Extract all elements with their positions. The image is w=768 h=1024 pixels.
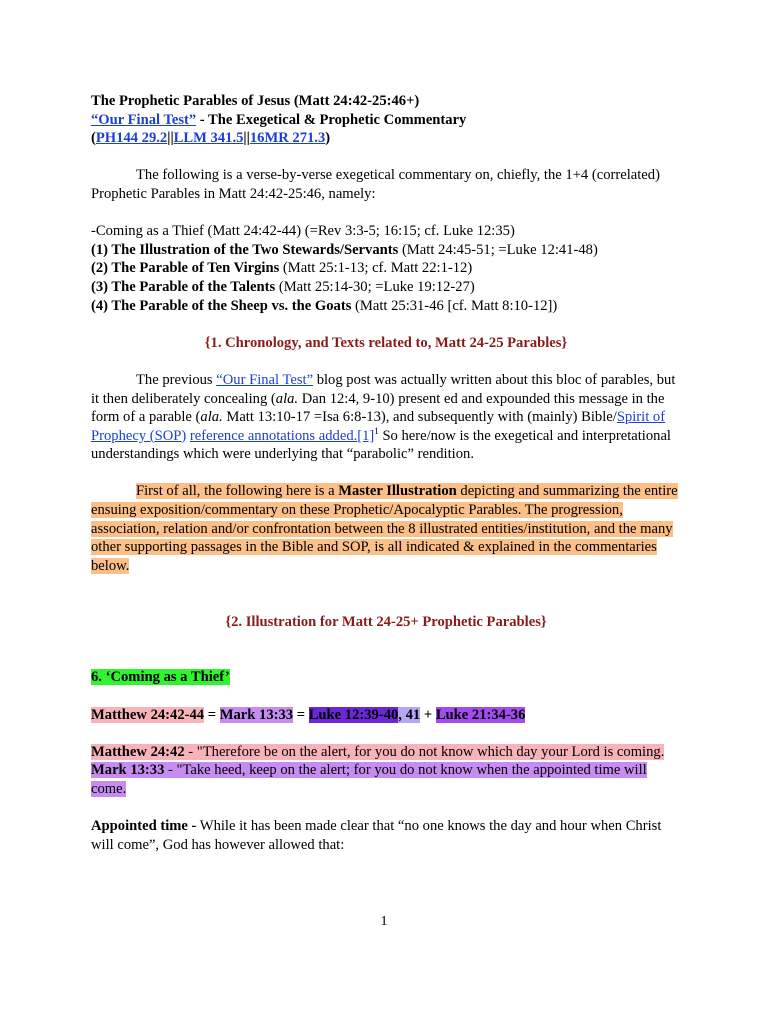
our-final-test-blog-link[interactable]: “Our Final Test”	[216, 371, 314, 388]
footnote-link[interactable]: [1]	[357, 427, 375, 444]
parable-list	[91, 222, 681, 315]
ref-link-16mr[interactable]: 16MR 271.3	[249, 130, 326, 147]
matthew-verse: Matthew 24:42 - "Therefore be on the alert, for you do not know which day your Lord is coming.	[91, 743, 665, 760]
list-item: (4) The Parable of the Sheep vs. the Goats (Matt 25:31-46 [cf. Matt 8:10-12])	[91, 297, 558, 314]
section-heading-1: {1. Chronology, and Texts related to, Matt 24-25 Parables}	[204, 334, 568, 351]
sop-link[interactable]: Spirit of Prophecy (SOP)	[91, 409, 666, 444]
our-final-test-link[interactable]: “Our Final Test”	[91, 111, 197, 128]
list-item: (1) The Illustration of the Two Stewards/Servants (Matt 24:45-51; =Luke 12:41-48)	[91, 241, 598, 258]
ref-matthew: Matthew 24:42-44	[91, 706, 205, 723]
ref-link-ph144[interactable]: PH144 29.2	[95, 130, 168, 147]
appointed-time-paragraph: Appointed time - While it has been made clear that “no one knows the day and hour when Christ will come”, God has however allowed that:	[91, 818, 662, 853]
document-subtitle: “Our Final Test” - The Exegetical & Prophetic Commentary	[91, 111, 467, 128]
ref-luke-12: Luke 12:39-40	[308, 706, 399, 723]
blog-paragraph: The previous “Our Final Test” blog post was actually written about this bloc of parables, but it then deliberately concealing (ala. Dan 12:4, 9-10) present ed and expounded this message in the form of a parable (ala. Matt 13:10-17 =Isa 6:8-13), and subsequently with (mainly) Bible/Spirit of Prophecy (SOP) reference annotations $added.[1]^1$ So here/now is the exegetical and interpretational understandings which were underlying that “parabolic” rendition.	[91, 371, 676, 463]
reference-line: (PH144 29.2||LLM 341.5||16MR 271.3)	[91, 130, 331, 147]
list-item: -Coming as a Thief (Matt 24:42-44) (=Rev 3:3-5; 16:15; cf. Luke 12:35)	[91, 223, 515, 240]
annotations-link[interactable]: reference annotations added.	[189, 427, 358, 444]
list-item: (3) The Parable of the Talents (Matt 25:14-30; =Luke 19:12-27)	[91, 278, 475, 295]
ref-link-llm[interactable]: LLM 341.5	[173, 130, 244, 147]
list-item: (2) The Parable of Ten Virgins (Matt 25:1-13; cf. Matt 22:1-12)	[91, 260, 473, 277]
intro-paragraph: The following is a verse-by-verse exegetical commentary on, chiefly, the 1+4 (correlated) Prophetic Parables in Matt 24:42-25:46, namely:	[91, 167, 660, 202]
cross-reference-line: Matthew 24:42-44 = Mark 13:33 = Luke 12:39-40, 41 + Luke 21:34-36	[91, 706, 526, 723]
ref-luke-21: Luke 21:34-36	[435, 706, 526, 723]
master-illustration-paragraph: First of all, the following here is a Master Illustration depicting and summarizing the entire ensuing exposition/commentary on these Prophetic/Apocalyptic Parables. The progression, association, relation and/or confrontation between the 8 illustrated entities/institution, and the many other supporting passages in the Bible and SOP, is all indicated & explained in the commentaries below.	[91, 483, 678, 574]
document-body	[91, 92, 681, 854]
ref-mark: Mark 13:33	[219, 706, 294, 723]
document-title: The Prophetic Parables of Jesus (Matt 24:42-25:46+)	[91, 93, 420, 109]
section-heading-2: {2. Illustration for Matt 24-25+ Prophetic Parables}	[225, 613, 547, 630]
heading-coming-as-thief: 6. ‘Coming as a Thief’	[91, 669, 230, 686]
mark-verse: Mark 13:33 - "Take heed, keep on the alert; for you do not know when the appointed time will come.	[91, 762, 647, 797]
page-number: 1	[380, 914, 388, 929]
footnote-superscript: 1	[374, 425, 379, 436]
